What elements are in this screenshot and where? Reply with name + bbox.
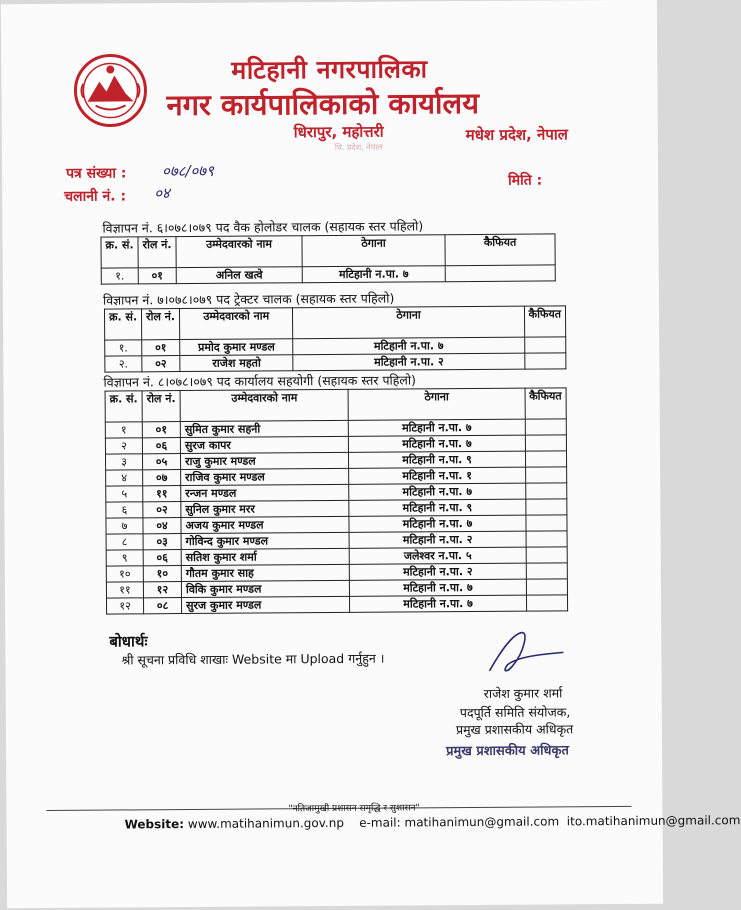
table-row: ११ १२ विकि कुमार मण्डल मटिहानी न.पा. ७ [106,579,567,598]
col-header-sn: क्र. सं. [104,309,141,340]
col-header-sn: क्र. सं. [105,391,142,422]
notice-heading: बोधार्थः [109,632,148,651]
faint-stamp-text: धि. प्रदेश, नेपाल [334,142,383,152]
table2-title: विज्ञापन नं. ७।०७८।०७९ पद ट्रेक्टर चालक (सहायक स्तर पहिलो) [102,290,395,308]
footer-motto: "नतिजामुखी प्रशासन समृद्धि र सुशासन" [288,803,420,815]
table-row: ४ ०७ राजिव कुमार मण्डल मटिहानी न.पा. १ [106,467,567,486]
website-label: Website [124,817,180,832]
col-header-address: ठेगाना [302,235,445,267]
table-row: ३ ०५ राजु कुमार मण्डल मटिहानी न.पा. ९ [105,451,566,470]
official-stamp: प्रमुख प्रशासकीय अधिकृत [446,743,569,760]
col-header-roll: रोल नं. [142,309,180,340]
table-row: १ ०१ सुमित कुमार सहनी मटिहानी न.पा. ७ [105,419,566,438]
col-header-address: ठेगाना [349,388,525,420]
col-header-name: उम्मेदवारको नाम [176,236,302,268]
table-row: २ ०६ सुरज कापर मटिहानी न.पा. ७ [105,435,566,454]
candidates-table-3 [105,387,569,614]
table3-title: विज्ञापन नं. ८।०७८।०७९ पद कार्यालय सहयोगी (सहायक स्तर पहिलो) [103,372,417,390]
address-province: मधेश प्रदेश, नेपाल [465,125,568,145]
col-header-remarks: कैफियत [525,388,567,419]
signatory-role-1: पदपूर्ति समिति संयोजक, [459,704,571,721]
table-row: १. ०१ प्रमोद कुमार मण्डल मटिहानी न.पा. ७ [105,337,566,356]
table-row: १. ०१ अनिल खत्वे मटिहानी न.पा. ७ [101,265,555,284]
email-label: e-mail: [359,815,401,830]
municipality-emblem-icon [73,53,148,128]
table-row: ६ ०२ सुनिल कुमार मरर मटिहानी न.पा. ९ [106,499,567,518]
dispatch-no-label: चलानी नं. : [64,188,127,205]
col-header-roll: रोल नं. [142,391,180,422]
signature-icon [483,626,567,679]
col-header-remarks: कैफियत [524,306,566,337]
dispatch-no-value: ०४ [154,184,170,203]
table-row: ८ ०३ गोविन्द कुमार मण्डल मटिहानी न.पा. २ [106,531,567,550]
col-header-remarks: कैफियत [445,234,555,266]
address-district: धिरापुर, महोत्तरी [293,122,384,142]
candidates-table-2 [104,305,566,372]
col-header-name: उम्मेदवारको नाम [179,308,293,340]
footer-contact: Website: www.matihanimun.gov.np e-mail: matihanimun@gmail.com ito.matihanimun@gmail.com [124,813,741,832]
candidates-table-1 [100,233,555,284]
document-page [1,0,741,908]
table1-title: विज्ञापन नं. ६।०७८।०७९ पद वैक होलोडर चालक (सहायक स्तर पहिलो) [102,218,424,236]
signatory-role-2: प्रमुख प्रशासकीय अधिकृत [455,721,574,738]
letter-no-value: ०७८/०७९ [161,161,214,181]
notice-body: श्री सूचना प्रविधि शाखाः Website मा Upload गर्नुहुन । [121,650,385,668]
letter-no-label: पत्र संख्या : [65,165,127,182]
org-name: मटिहानी नगरपालिका [231,54,428,85]
office-name: नगर कार्यपालिकाको कार्यालय [166,85,480,123]
signatory-name: राजेश कुमार शर्मा [483,685,563,701]
date-label: मिति : [508,172,543,189]
table-row: ९ ०६ सतिश कुमार शर्मा जलेश्वर न.पा. ५ [106,547,567,566]
website-link[interactable]: www.matihanimun.gov.np [187,815,344,832]
col-header-roll: रोल नं. [138,237,176,268]
email-link-2[interactable]: ito.matihanimun@gmail.com [566,813,741,829]
table-row: ५ ११ रन्जन मण्डल मटिहानी न.पा. ७ [106,483,567,502]
table-row: १२ ०८ सुरज कुमार मण्डल मटिहानी न.पा. ७ [107,595,568,614]
table-row: २. ०२ राजेश महतो मटिहानी न.पा. २ [105,353,566,372]
col-header-name: उम्मेदवारको नाम [180,389,349,421]
email-link-1[interactable]: matihanimun@gmail.com [404,814,560,830]
col-header-sn: क्र. सं. [101,237,138,268]
col-header-address: ठेगाना [293,306,524,339]
table-row: ७ ०४ अजय कुमार मण्डल मटिहानी न.पा. ७ [106,515,567,534]
table-row: १० १० गौतम कुमार साह मटिहानी न.पा. २ [106,563,567,582]
